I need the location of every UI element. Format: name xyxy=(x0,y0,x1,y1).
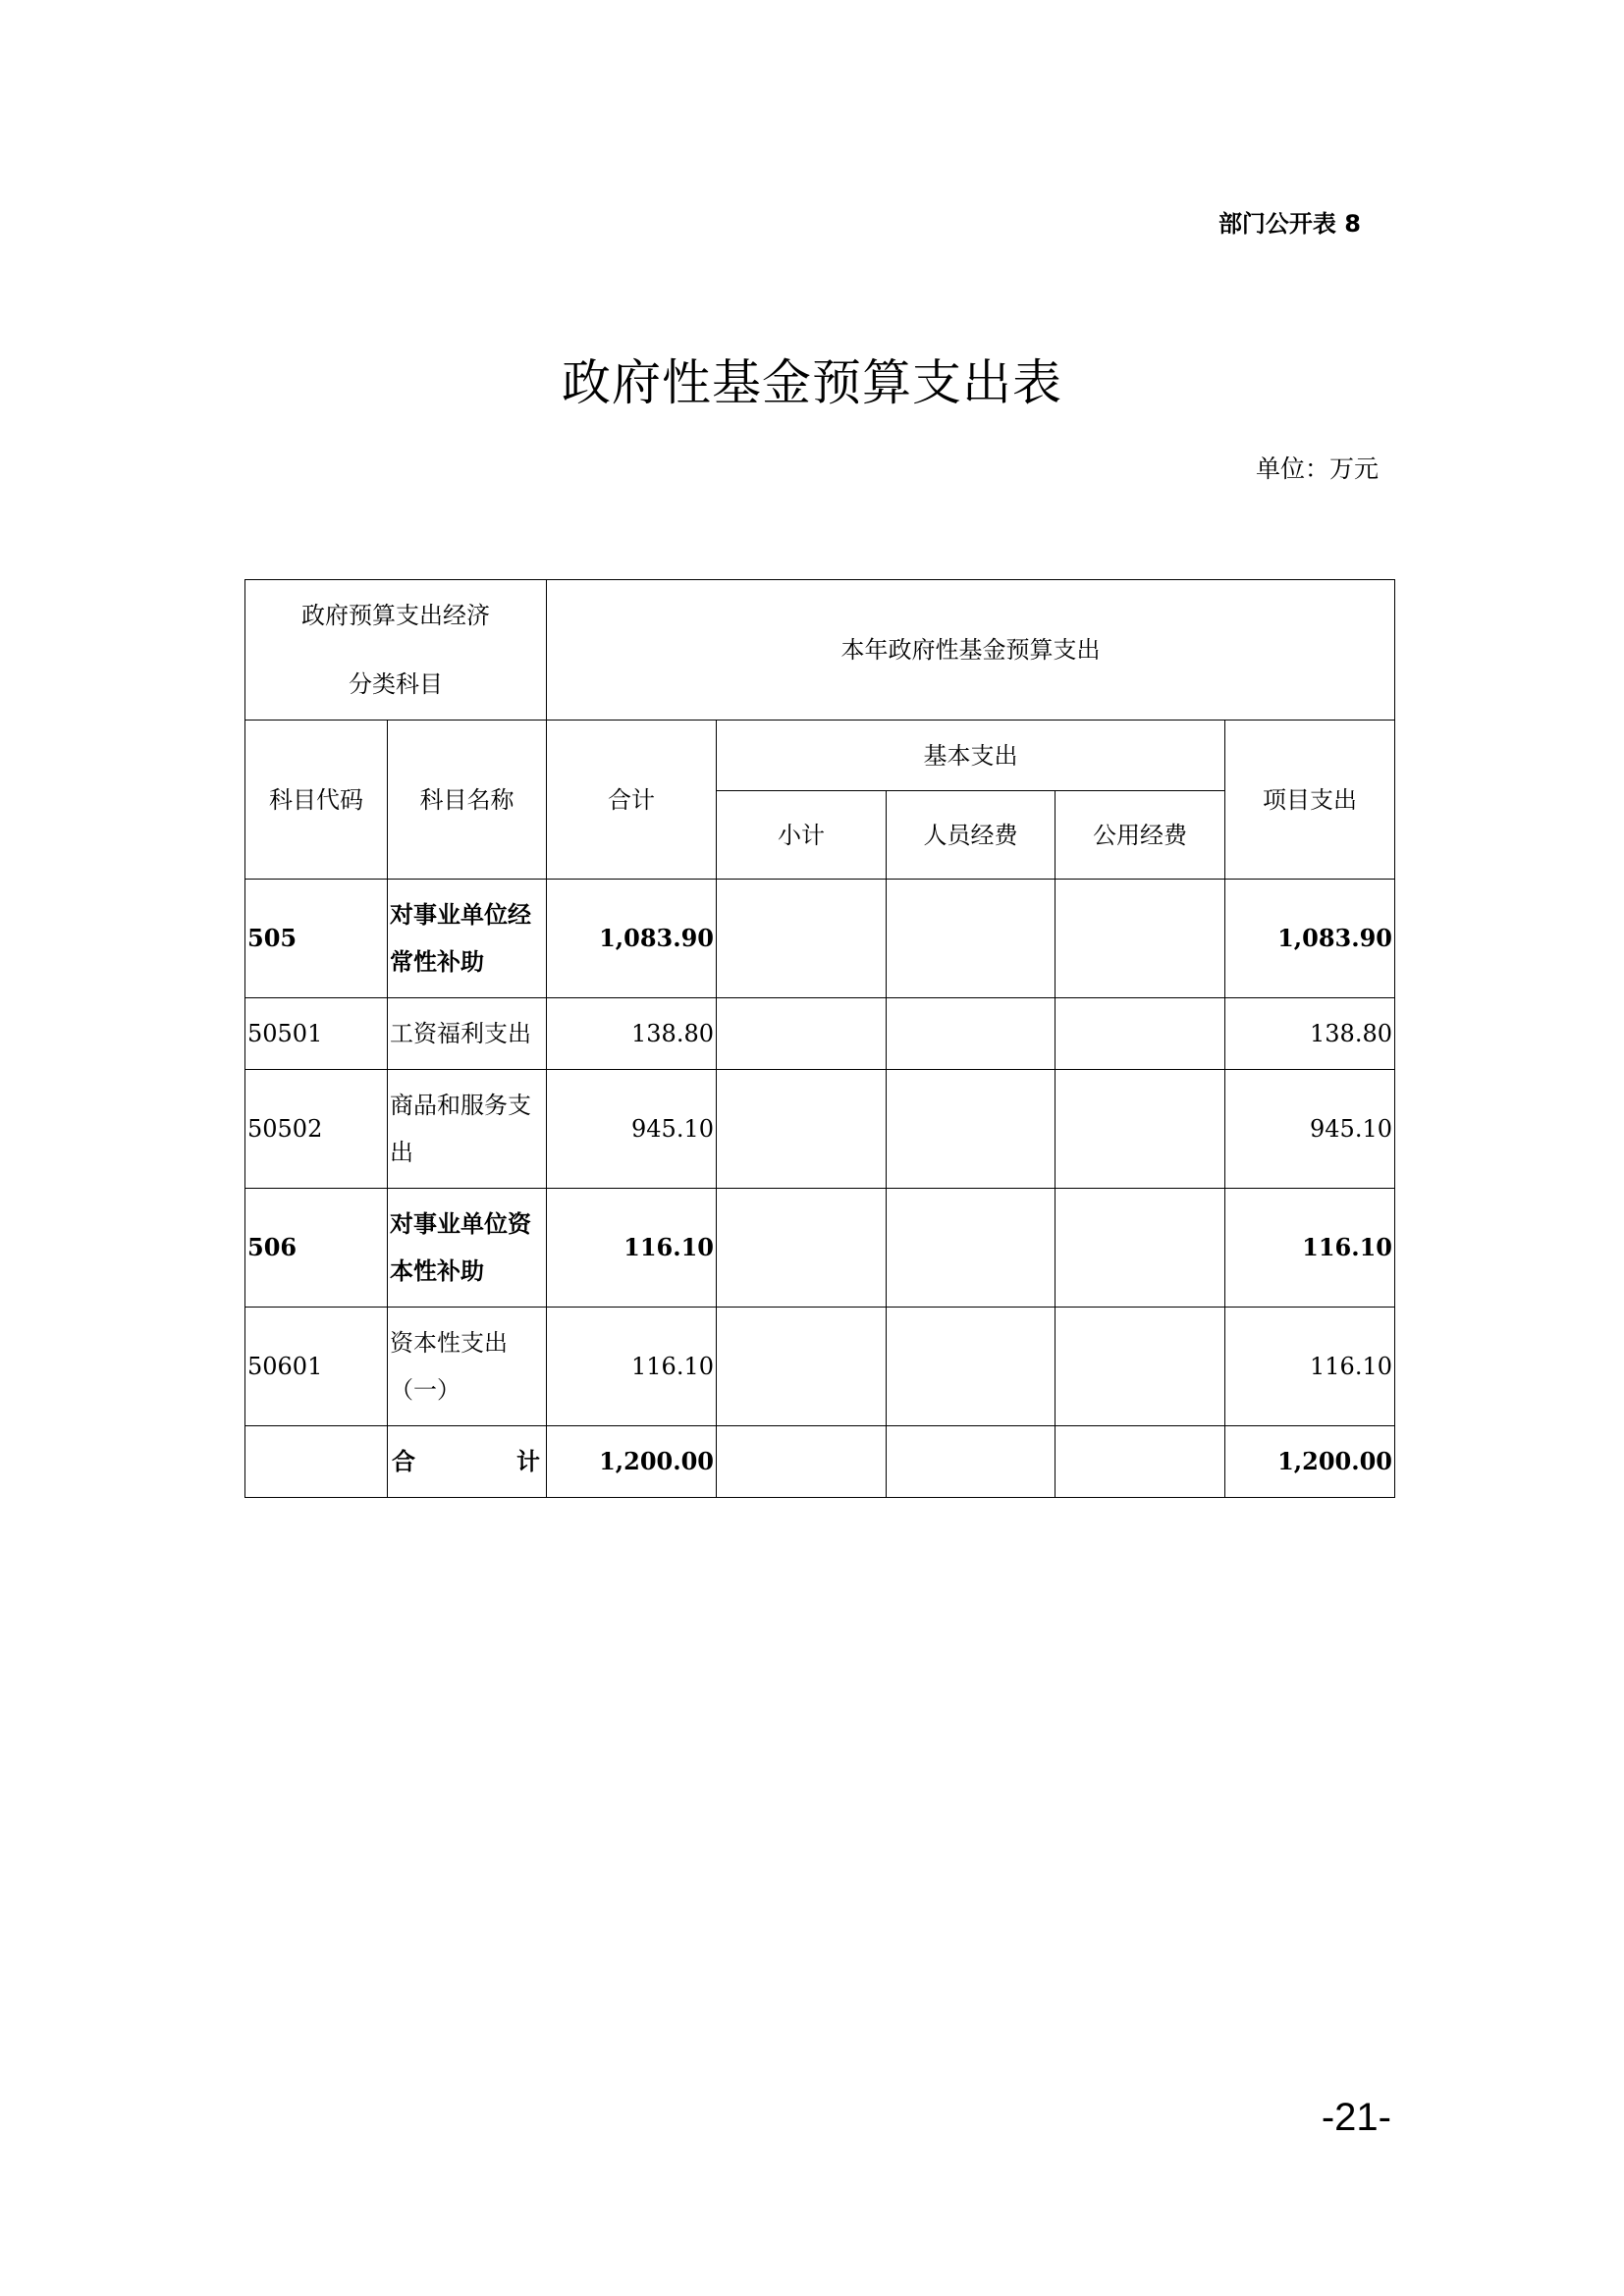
table-row xyxy=(245,1189,1395,1308)
row-total: 945.10 xyxy=(547,1070,717,1189)
total-label-right: 计 xyxy=(516,1447,540,1475)
header-row-columns xyxy=(245,721,1395,791)
row-project: 138.80 xyxy=(1225,998,1395,1070)
row-project: 116.10 xyxy=(1225,1308,1395,1426)
row-subtotal xyxy=(717,880,887,998)
row-total: 116.10 xyxy=(547,1189,717,1308)
total-public xyxy=(1056,1426,1225,1498)
unit-label: 单位：万元 xyxy=(1255,454,1379,483)
header-personnel: 人员经费 xyxy=(887,791,1056,880)
header-current-year: 本年政府性基金预算支出 xyxy=(547,580,1395,721)
row-name: 工资福利支出 xyxy=(388,998,547,1070)
header-category xyxy=(245,580,547,721)
header-row-category xyxy=(245,580,1395,721)
row-personnel xyxy=(887,1189,1056,1308)
row-public xyxy=(1056,998,1225,1070)
row-total: 138.80 xyxy=(547,998,717,1070)
row-public xyxy=(1056,880,1225,998)
row-total: 116.10 xyxy=(547,1308,717,1426)
row-subtotal xyxy=(717,1189,887,1308)
total-project: 1,200.00 xyxy=(1225,1426,1395,1498)
row-public xyxy=(1056,1308,1225,1426)
header-code: 科目代码 xyxy=(245,721,388,880)
header-project: 项目支出 xyxy=(1225,721,1395,880)
row-project: 116.10 xyxy=(1225,1189,1395,1308)
row-personnel xyxy=(887,1308,1056,1426)
page-title: 政府性基金预算支出表 xyxy=(562,354,1062,411)
header-name: 科目名称 xyxy=(388,721,547,880)
row-name: 商品和服务支出 xyxy=(388,1070,547,1189)
table-label: 部门公开表 8 xyxy=(1218,210,1361,238)
header-public: 公用经费 xyxy=(1056,791,1225,880)
row-name: 资本性支出（一） xyxy=(388,1308,547,1426)
table-row xyxy=(245,998,1395,1070)
row-subtotal xyxy=(717,1070,887,1189)
row-code: 50601 xyxy=(245,1308,388,1426)
row-code: 506 xyxy=(245,1189,388,1308)
total-total: 1,200.00 xyxy=(547,1426,717,1498)
row-personnel xyxy=(887,1070,1056,1189)
header-total: 合计 xyxy=(547,721,717,880)
row-subtotal xyxy=(717,998,887,1070)
table-row xyxy=(245,1070,1395,1189)
total-label-left: 合 xyxy=(392,1447,415,1475)
total-row xyxy=(245,1426,1395,1498)
header-category-line2: 分类科目 xyxy=(349,670,443,698)
total-code xyxy=(245,1426,388,1498)
row-name: 对事业单位经常性补助 xyxy=(388,880,547,998)
row-personnel xyxy=(887,998,1056,1070)
header-subtotal: 小计 xyxy=(717,791,887,880)
row-personnel xyxy=(887,880,1056,998)
row-name: 对事业单位资本性补助 xyxy=(388,1189,547,1308)
header-category-line1: 政府预算支出经济 xyxy=(301,602,490,629)
table-row xyxy=(245,880,1395,998)
row-project: 945.10 xyxy=(1225,1070,1395,1189)
total-personnel xyxy=(887,1426,1056,1498)
total-subtotal xyxy=(717,1426,887,1498)
row-code: 505 xyxy=(245,880,388,998)
table-row xyxy=(245,1308,1395,1426)
budget-table xyxy=(244,579,1395,1498)
row-project: 1,083.90 xyxy=(1225,880,1395,998)
page-number: -21- xyxy=(1321,2096,1391,2139)
row-public xyxy=(1056,1189,1225,1308)
row-code: 50501 xyxy=(245,998,388,1070)
row-code: 50502 xyxy=(245,1070,388,1189)
row-subtotal xyxy=(717,1308,887,1426)
row-public xyxy=(1056,1070,1225,1189)
header-basic: 基本支出 xyxy=(717,721,1225,791)
total-label xyxy=(388,1426,547,1498)
row-total: 1,083.90 xyxy=(547,880,717,998)
